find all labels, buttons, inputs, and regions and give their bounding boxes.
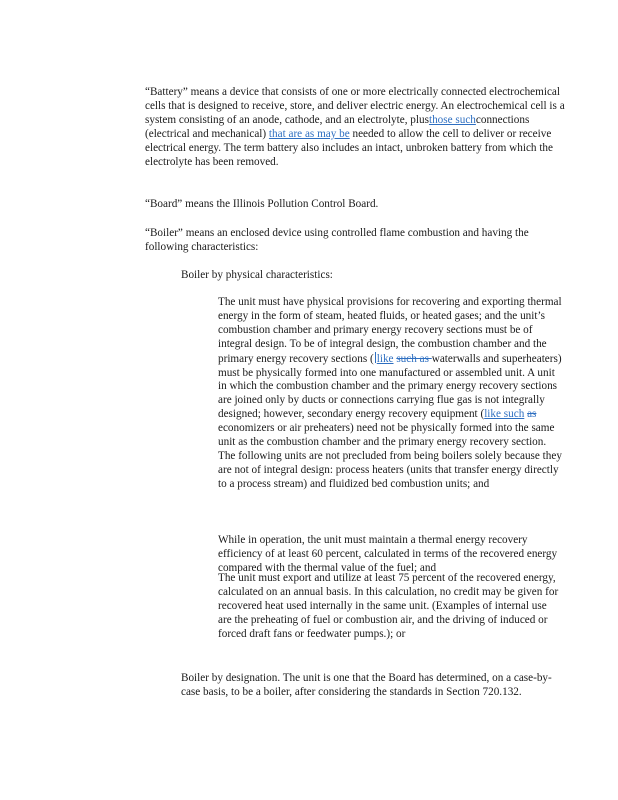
battery-definition <box>145 86 565 169</box>
boiler-definition: “Boiler” means an enclosed device using controlled flame combustion and having the following characteristics: <box>145 227 529 253</box>
board-definition: “Board” means the Illinois Pollution Control Board. <box>145 198 379 210</box>
revision-marker <box>375 352 376 363</box>
integral-insertion-2: like such <box>484 408 525 421</box>
battery-text-2: connections (electrical and mechanical) <box>145 113 530 140</box>
physical-characteristics-heading: Boiler by physical characteristics: <box>181 269 333 281</box>
integral-text-2: waterwalls and superheaters) must be physically formed into one manufactured or assembled unit. A unit in which the combustion chamber and the primary energy recovery sections are joined only by ducts or connections carrying flue gas is not integrally designed; however, secondary energy recovery equipment ( <box>218 352 562 421</box>
battery-insertion-1: those such <box>428 113 476 126</box>
battery-text-3: needed to allow the cell to deliver or receive electrical energy. The term battery also includes an intact, unbroken battery from which the electrolyte has been removed. <box>145 127 553 168</box>
integral-text-3: economizers or air preheaters) need not be physically formed into the same unit as the combustion chamber and the primary energy recovery section. The following units are not precluded from being boilers solely because they are not of integral design: process heaters (units that transfer energy directly to a process stream) and fluidized bed combustion units; and <box>218 422 562 490</box>
battery-insertion-2: that are as may be <box>268 127 350 140</box>
efficiency-paragraph: While in operation, the unit must maintain a thermal energy recovery efficiency of at least 60 percent, calculated in terms of the recovered energy compared with the thermal value of the fuel; and <box>218 534 558 574</box>
integral-insertion-1: like <box>376 352 394 365</box>
battery-text-1: “Battery” means a device that consists of one or more electrically connected electrochemical cells that is designed to receive, store, and deliver electric energy. An electrochemical cell is a system consisting of an anode, cathode, and an electrolyte, plus <box>145 86 565 126</box>
integral-deletion-2: as <box>527 408 537 421</box>
integral-design-paragraph <box>218 296 563 492</box>
integral-deletion-1: such as <box>396 352 432 365</box>
integral-text-1: The unit must have physical provisions for recovering and exporting thermal energy in the form of steam, heated fluids, or heated gases; and the unit’s combustion chamber and primary energy recovery sections must be of integral design. To be of integral design, the combustion chamber and the primary energy recovery sections ( <box>218 296 562 365</box>
export-paragraph: The unit must export and utilize at least 75 percent of the recovered energy, calculated on an annual basis. In this calculation, no credit may be given for recovered heat used internally in the same unit. (Examples of internal use are the preheating of fuel or combustion air, and the driving of induced or forced draft fans or feedwater pumps.); or <box>218 572 559 640</box>
designation-paragraph: Boiler by designation. The unit is one that the Board has determined, on a case-by-case basis, to be a boiler, after considering the standards in Section 720.132. <box>181 672 552 698</box>
